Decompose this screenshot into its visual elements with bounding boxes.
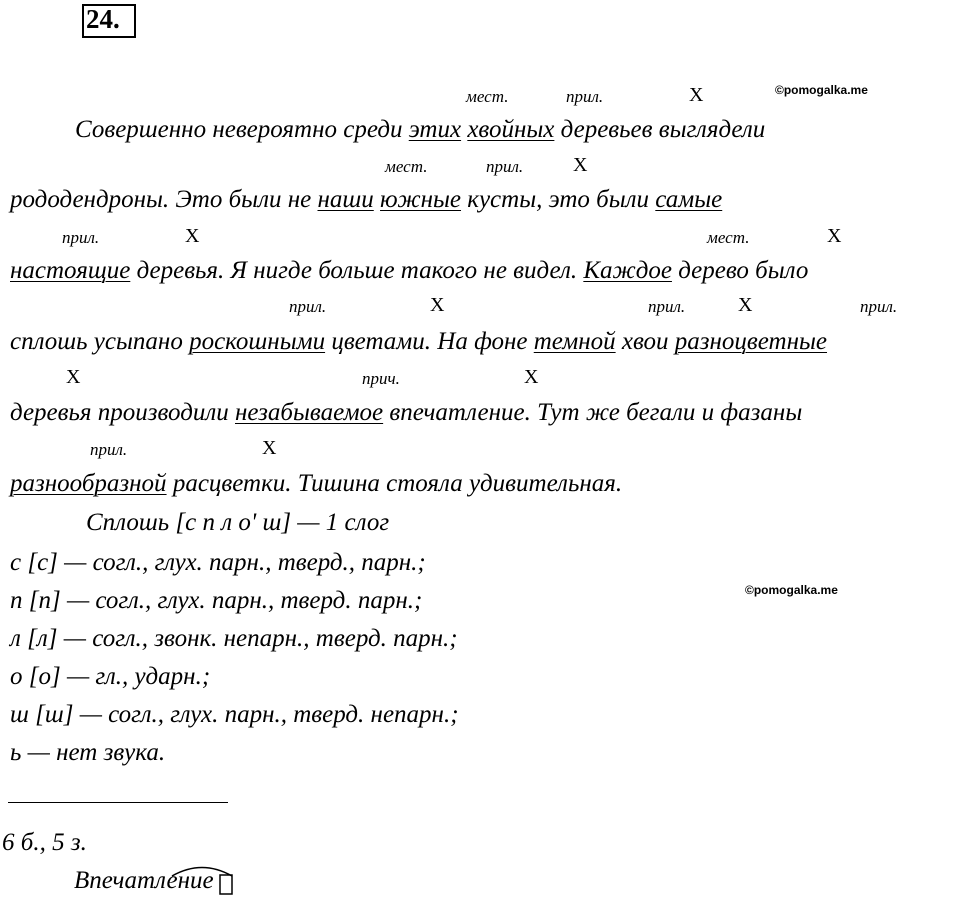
text-line-3: настоящие деревья. Я нигде больше такого не видел. Каждое дерево было <box>10 257 809 284</box>
underlined-word: южные <box>380 186 462 213</box>
underlined-word: разнообразной <box>10 470 167 497</box>
annotation-label: прил. <box>648 297 686 316</box>
text-line-5: деревья производили незабываемое впечатление. Тут же бегали и фазаны <box>10 399 803 426</box>
phonetic-line: о [о] — гл., ударн.; <box>10 663 211 690</box>
underlined-word: настоящие <box>10 257 131 284</box>
annotation-label: прил. <box>566 87 604 106</box>
annotation-label: мест. <box>385 157 428 176</box>
annotation-label: прил. <box>62 228 100 247</box>
text-line-2: рододендроны. Это были не наши южные кусты, это были самые <box>10 186 723 213</box>
phonetic-line: п [п] — согл., глух. парн., тверд. парн.; <box>10 587 423 614</box>
phonetic-line: ш [ш] — согл., глух. парн., тверд. непарн.; <box>10 701 459 728</box>
cross-mark: X <box>573 154 588 176</box>
underlined-word: этих <box>408 116 462 143</box>
underlined-word: темной <box>533 328 616 355</box>
underlined-word: разноцветные <box>674 328 828 355</box>
morph-word: Впечатление <box>74 867 214 894</box>
separator-line <box>8 802 228 803</box>
underlined-word: наши <box>317 186 374 213</box>
letter-sound-count: 6 б., 5 з. <box>2 829 87 856</box>
annotation-label: прил. <box>860 297 898 316</box>
underlined-word: Каждое <box>583 257 672 284</box>
cross-mark: X <box>524 366 539 388</box>
cross-mark: X <box>66 366 81 388</box>
phonetic-line: с [с] — согл., глух. парн., тверд., парн.; <box>10 549 426 576</box>
cross-mark: X <box>689 84 704 106</box>
annotation-label: прич. <box>362 369 400 388</box>
underlined-word: роскошными <box>189 328 326 355</box>
annotation-label: мест. <box>707 228 750 247</box>
phonetic-line: ь — нет звука. <box>10 739 166 766</box>
watermark: ©pomogalka.me <box>775 83 868 97</box>
exercise-number: 24. <box>86 4 120 34</box>
cross-mark: X <box>738 294 753 316</box>
phonetic-line: л [л] — согл., звонк. непарн., тверд. парн.; <box>10 625 458 652</box>
cross-mark: X <box>827 225 842 247</box>
cross-mark: X <box>185 225 200 247</box>
annotation-label: прил. <box>289 297 327 316</box>
annotation-label: прил. <box>486 157 524 176</box>
annotation-label: мест. <box>466 87 509 106</box>
morphemic-parse <box>72 856 242 896</box>
cross-mark: X <box>262 437 277 459</box>
text-line-4: сплошь усыпано роскошными цветами. На фоне темной хвои разноцветные <box>10 328 828 355</box>
underlined-word: самые <box>655 186 723 213</box>
ending-box <box>220 875 232 894</box>
underlined-word: хвойных <box>467 116 555 143</box>
watermark: ©pomogalka.me <box>745 583 838 597</box>
cross-mark: X <box>430 294 445 316</box>
text-line-6: разнообразной расцветки. Тишина стояла удивительная. <box>10 470 623 497</box>
phonetic-header: Сплошь [с п л о' ш] — 1 слог <box>86 509 390 536</box>
text-line-1: Совершенно невероятно среди этих хвойных деревьев выглядели <box>75 116 766 143</box>
annotation-label: прил. <box>90 440 128 459</box>
underlined-word: незабываемое <box>235 399 384 426</box>
